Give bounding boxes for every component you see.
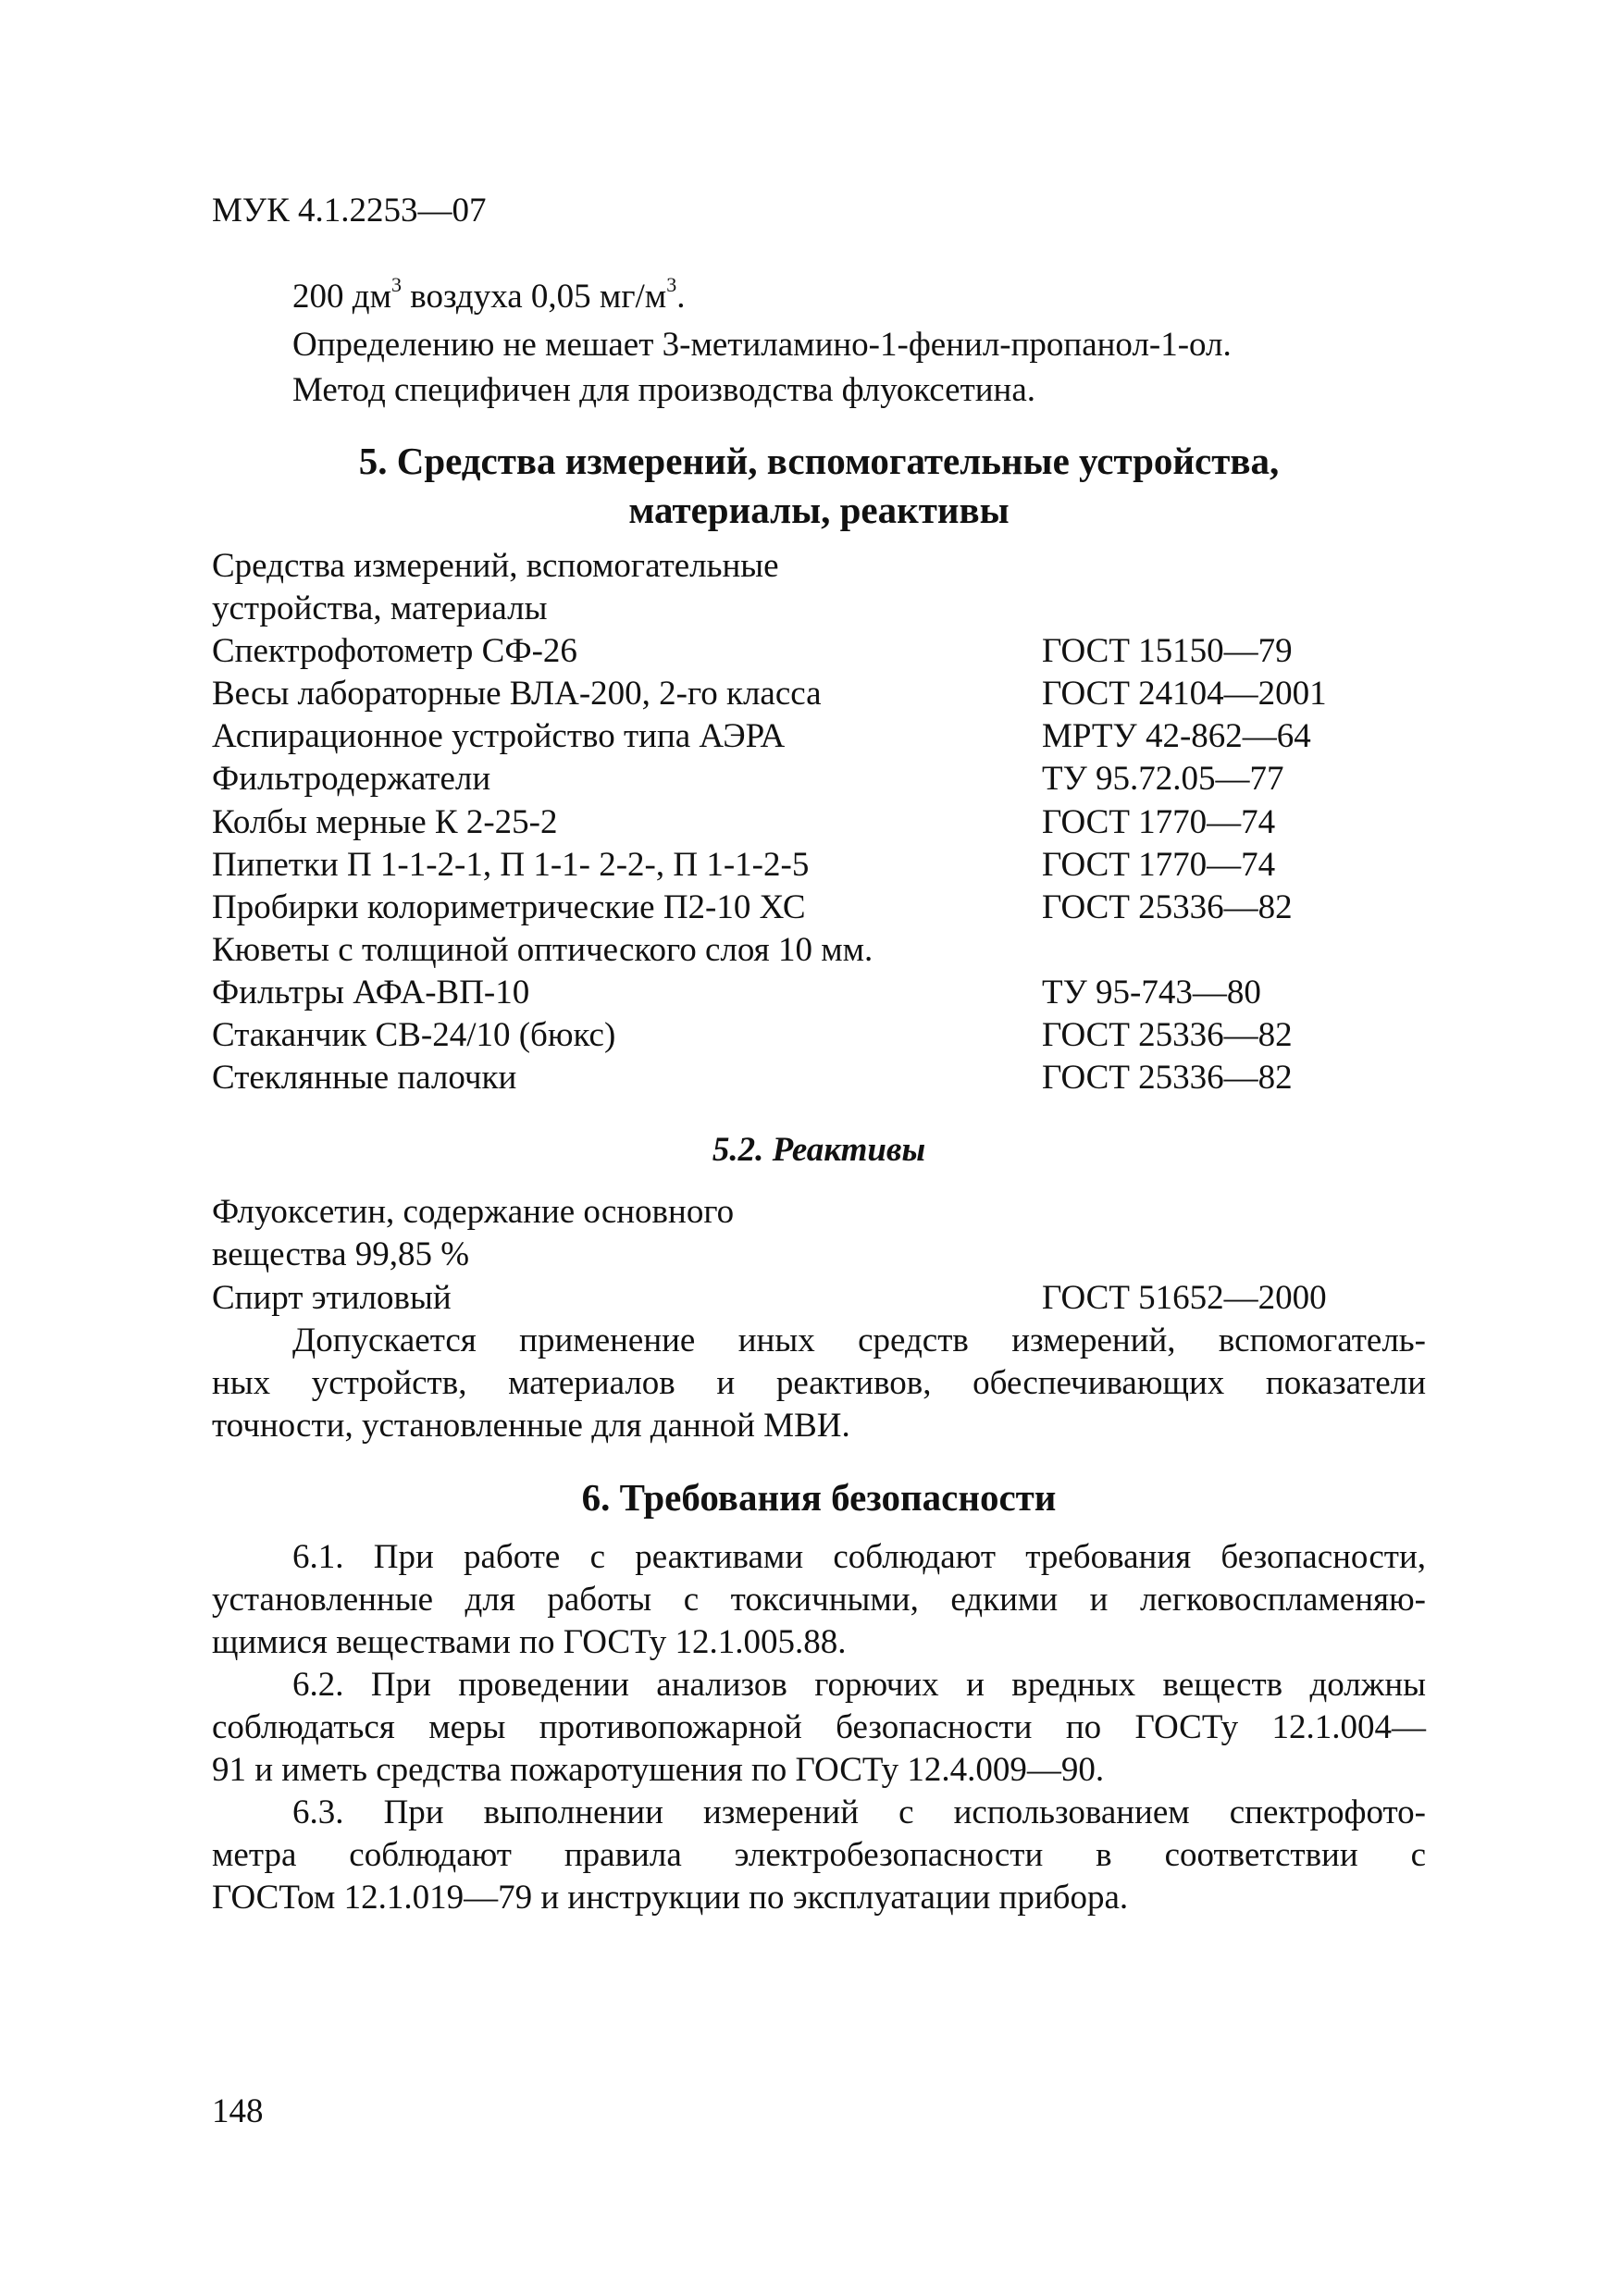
note-line-1: Допускается применение иных средств измерений, вспомогатель- xyxy=(292,1322,1426,1359)
equipment-name: Весы лабораторные ВЛА-200, 2-го класса xyxy=(212,675,822,713)
equipment-caption-line-2: устройства, материалы xyxy=(212,590,548,627)
safety-p3-line-3: ГОСТом 12.1.019—79 и инструкции по эксплуатации прибора. xyxy=(212,1879,1129,1917)
equipment-standard: ГОСТ 25336—82 xyxy=(1042,1059,1293,1097)
equipment-name: Фильтры АФА-ВП-10 xyxy=(212,974,530,1011)
equipment-name: Фильтродержатели xyxy=(212,760,491,798)
intro-line-1-exponent-1: 3 xyxy=(391,272,402,296)
safety-p1-line-1: 6.1. При работе с реактивами соблюдают требования безопасности, xyxy=(292,1538,1426,1576)
equipment-standard: ГОСТ 15150—79 xyxy=(1042,632,1293,670)
safety-p3-line-1: 6.3. При выполнении измерений с использованием спектрофото- xyxy=(292,1793,1426,1831)
equipment-row xyxy=(212,673,1426,715)
equipment-standard: ГОСТ 25336—82 xyxy=(1042,888,1293,926)
intro-line-2: Определению не мешает 3-метиламино-1-фенил-пропанол-1-ол. xyxy=(292,326,1232,364)
equipment-name: Аспирационное устройство типа АЭРА xyxy=(212,717,786,755)
safety-p2-line-2: соблюдаться меры противопожарной безопасности по ГОСТу 12.1.004— xyxy=(212,1708,1426,1746)
reagent-row xyxy=(212,1277,1426,1320)
safety-p2-line-3: 91 и иметь средства пожаротушения по ГОСТу 12.4.009—90. xyxy=(212,1751,1105,1789)
note-line-2: ных устройств, материалов и реактивов, обеспечивающих показатели xyxy=(212,1364,1426,1402)
intro-line-1-suffix: . xyxy=(676,278,686,316)
safety-p3-line-2: метра соблюдают правила электробезопасности в соответствии с xyxy=(212,1836,1426,1874)
equipment-row xyxy=(212,630,1426,673)
equipment-row xyxy=(212,972,1426,1014)
section-5-heading-line-1: 5. Средства измерений, вспомогательные устройства, xyxy=(358,440,1280,482)
document-code-header: МУК 4.1.2253—07 xyxy=(212,192,487,230)
equipment-name: Стаканчик СВ-24/10 (бюкс) xyxy=(212,1016,616,1054)
equipment-name: Пипетки П 1-1-2-1, П 1-1- 2-2-, П 1-1-2-5 xyxy=(212,846,810,884)
equipment-row xyxy=(212,715,1426,758)
equipment-name: Спектрофотометр СФ-26 xyxy=(212,632,577,670)
equipment-row xyxy=(212,929,1426,972)
equipment-row xyxy=(212,1014,1426,1057)
section-6-heading: 6. Требования безопасности xyxy=(581,1476,1057,1519)
equipment-row xyxy=(212,887,1426,929)
equipment-standard: ГОСТ 25336—82 xyxy=(1042,1016,1293,1054)
equipment-standard: ТУ 95-743—80 xyxy=(1042,974,1261,1011)
equipment-standard: ГОСТ 1770—74 xyxy=(1042,846,1276,884)
intro-line-3: Метод специфичен для производства флуоксетина. xyxy=(292,371,1036,409)
equipment-standard: ГОСТ 1770—74 xyxy=(1042,803,1276,841)
equipment-standard: ТУ 95.72.05—77 xyxy=(1042,760,1284,798)
reagent-name: Спирт этиловый xyxy=(212,1279,452,1317)
equipment-name: Стеклянные палочки xyxy=(212,1059,517,1097)
page-number: 148 xyxy=(212,2092,264,2130)
reagent-1-line-1: Флуоксетин, содержание основного xyxy=(212,1193,735,1231)
equipment-name: Колбы мерные К 2-25-2 xyxy=(212,803,558,841)
equipment-row xyxy=(212,1057,1426,1099)
reagent-standard: ГОСТ 51652—2000 xyxy=(1042,1279,1327,1317)
equipment-caption-line-1: Средства измерений, вспомогательные xyxy=(212,547,779,585)
reagents-subheading: 5.2. Реактивы xyxy=(712,1131,926,1169)
intro-line-1-prefix: 200 дм xyxy=(292,278,391,316)
equipment-standard: МРТУ 42-862—64 xyxy=(1042,717,1311,755)
note-line-3: точности, установленные для данной МВИ. xyxy=(212,1407,850,1445)
intro-line-1-exponent-2: 3 xyxy=(666,272,677,296)
section-5-heading-line-2: материалы, реактивы xyxy=(628,489,1010,531)
equipment-standard: ГОСТ 24104—2001 xyxy=(1042,675,1327,713)
intro-line-1-middle: воздуха 0,05 мг/м xyxy=(402,278,667,316)
equipment-row xyxy=(212,844,1426,887)
reagent-1-line-2: вещества 99,85 % xyxy=(212,1235,470,1273)
equipment-row xyxy=(212,758,1426,800)
safety-p1-line-2: установленные для работы с токсичными, едкими и легковоспламеняю- xyxy=(212,1581,1426,1619)
equipment-name: Кюветы с толщиной оптического слоя 10 мм. xyxy=(212,931,873,969)
equipment-name: Пробирки колориметрические П2-10 ХС xyxy=(212,888,806,926)
equipment-row xyxy=(212,801,1426,844)
intro-line-1 xyxy=(292,272,686,318)
safety-p2-line-1: 6.2. При проведении анализов горючих и вредных веществ должны xyxy=(292,1666,1426,1704)
safety-p1-line-3: щимися веществами по ГОСТу 12.1.005.88. xyxy=(212,1623,847,1661)
